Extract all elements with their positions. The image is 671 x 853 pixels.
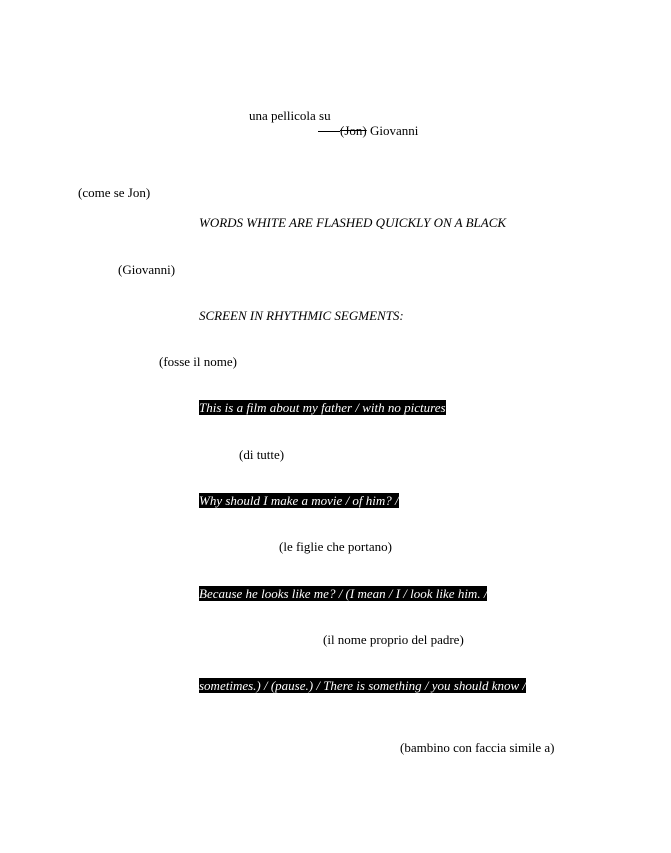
annotation-text: (il nome proprio del padre) <box>323 632 464 647</box>
annotation-text: Giovanni <box>366 123 419 138</box>
highlighted-text: Because he looks like me? / (I mean / I / look like him. / <box>199 586 488 601</box>
annotation-text: (Giovanni) <box>118 262 176 277</box>
highlighted-script-line <box>199 678 526 694</box>
annotation-text: (le figlie che portano) <box>279 539 392 554</box>
highlighted-script-line <box>199 400 446 416</box>
script-text: WORDS WHITE ARE FLASHED QUICKLY ON A BLACK <box>199 215 507 230</box>
highlighted-script-line <box>199 586 487 602</box>
annotation-text: (fosse il nome) <box>159 354 237 369</box>
annotation-text: una pellicola su <box>249 108 331 123</box>
annotation-text: (bambino con faccia simile a) <box>400 740 555 755</box>
annotation-line <box>118 262 175 278</box>
highlighted-script-line <box>199 493 399 509</box>
annotation-line <box>159 354 237 370</box>
highlighted-text: sometimes.) / (pause.) / There is something / you should know / <box>199 678 527 693</box>
highlighted-text: Why should I make a movie / of him? / <box>199 493 399 508</box>
annotation-line <box>249 108 331 124</box>
script-line <box>199 215 506 231</box>
script-text: SCREEN IN RHYTHMIC SEGMENTS: <box>199 308 404 323</box>
struck-text: (Jon) <box>340 123 367 138</box>
annotation-text: (come se Jon) <box>78 185 151 200</box>
annotation-line <box>400 740 555 756</box>
annotation-line-with-correction <box>318 123 418 139</box>
annotation-line <box>78 185 150 201</box>
annotation-line <box>279 539 392 555</box>
strikethrough-mark <box>318 131 340 132</box>
annotation-line <box>323 632 464 648</box>
annotation-text: (di tutte) <box>239 447 285 462</box>
annotation-line <box>239 447 284 463</box>
highlighted-text: This is a film about my father / with no pictures <box>199 400 446 415</box>
script-line <box>199 308 404 324</box>
